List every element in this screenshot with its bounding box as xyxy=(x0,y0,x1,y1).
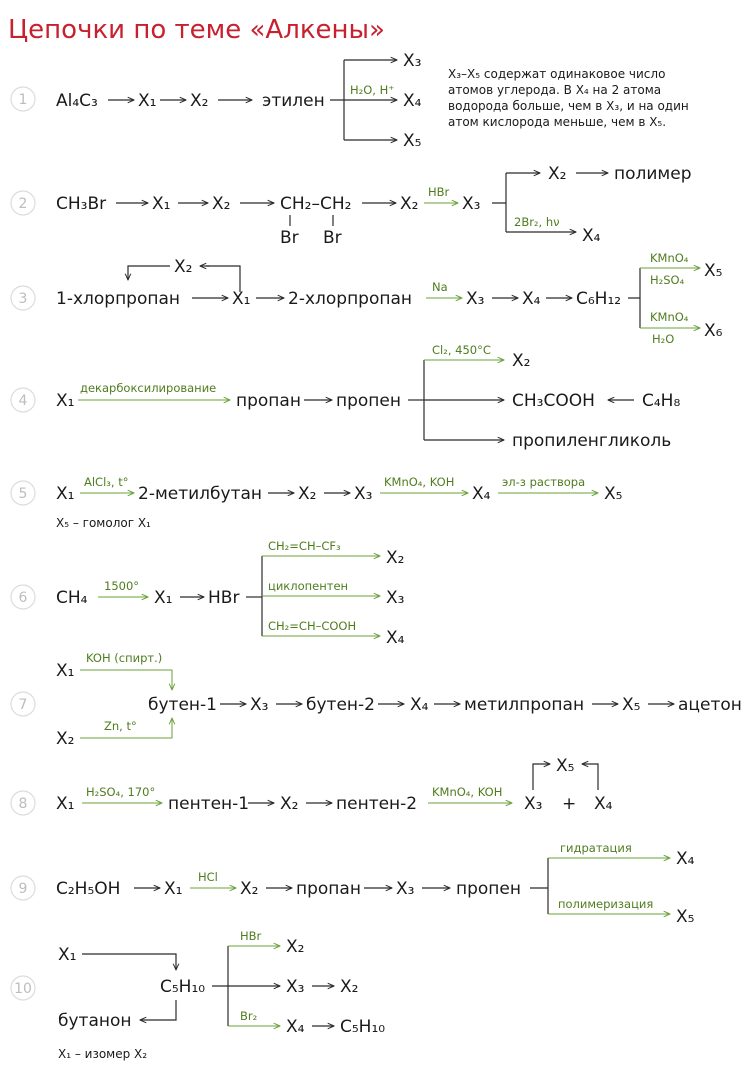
x1: X₁ xyxy=(56,794,75,814)
butene-2: бутен-2 xyxy=(306,695,375,715)
condition-br2: Br₂ xyxy=(240,1009,258,1023)
x4: X₄ xyxy=(594,794,613,814)
x3: X₃ xyxy=(466,289,485,309)
c6h12: C₆H₁₂ xyxy=(576,289,622,309)
x2: X₂ xyxy=(512,351,531,371)
condition-zn: Zn, t° xyxy=(104,719,137,733)
chain-8 xyxy=(11,756,613,815)
bromine-1: Br xyxy=(280,228,299,248)
c4h8: C₄H₈ xyxy=(642,391,681,411)
c5h10: C₅H₁₀ xyxy=(160,977,206,997)
acetone: ацетон xyxy=(678,695,742,715)
x2: X₂ xyxy=(190,91,209,111)
reagent-cyclopentene: циклопентен xyxy=(268,579,349,593)
x3: X₃ xyxy=(386,588,405,608)
x2: X₂ xyxy=(286,937,305,957)
pentene-2: пентен-2 xyxy=(336,794,418,814)
propylene-glycol: пропиленгликоль xyxy=(512,431,672,451)
2-chloropropane: 2-хлорпропан xyxy=(288,289,413,309)
x4: X₄ xyxy=(472,484,491,504)
note-isomer: X₁ – изомер X₂ xyxy=(58,1047,148,1061)
x3: X₃ xyxy=(462,194,481,214)
x1: X₁ xyxy=(56,391,75,411)
x2: X₂ xyxy=(298,484,317,504)
ethylene: этилен xyxy=(262,91,325,111)
note-line-2: атомов углерода. В X₄ на 2 атома xyxy=(448,83,662,97)
ethanol: C₂H₅OH xyxy=(56,879,121,899)
condition-hbr: HBr xyxy=(428,185,450,199)
condition-polymerization: полимеризация xyxy=(558,897,654,911)
chain-9 xyxy=(11,841,695,927)
butanone: бутанон xyxy=(58,1011,132,1031)
hbr: HBr xyxy=(208,588,240,608)
x2: X₂ xyxy=(280,794,299,814)
x2: X₂ xyxy=(212,194,231,214)
x3: X₃ xyxy=(524,794,543,814)
x2: X₂ xyxy=(56,729,75,749)
note-homolog: X₅ – гомолог X₁ xyxy=(56,516,151,530)
condition-h2o: H₂O xyxy=(652,332,675,346)
page-title: Цепочки по теме «Алкены» xyxy=(8,15,385,45)
row-number: 5 xyxy=(18,486,28,502)
x4: X₄ xyxy=(676,849,695,869)
chain-7 xyxy=(11,651,742,749)
propene: пропен xyxy=(336,391,401,411)
x4: X₄ xyxy=(522,289,541,309)
row-number: 3 xyxy=(18,291,28,307)
acetic-acid: CH₃COOH xyxy=(512,391,595,411)
x5: X₅ xyxy=(676,907,695,927)
condition-na: Na xyxy=(432,280,448,294)
polymer: полимер xyxy=(614,164,692,184)
chain-4 xyxy=(11,343,680,451)
x3: X₃ xyxy=(250,695,269,715)
row-number: 10 xyxy=(14,981,32,997)
pentene-1: пентен-1 xyxy=(168,794,250,814)
x5: X₅ xyxy=(622,695,641,715)
row-number: 9 xyxy=(18,881,28,897)
reagent-al4c3: Al₄C₃ xyxy=(56,91,98,111)
condition-hbr: HBr xyxy=(240,929,262,943)
x5: X₅ xyxy=(704,261,723,281)
row-number: 8 xyxy=(18,796,28,812)
propane: пропан xyxy=(296,879,361,899)
x4: X₄ xyxy=(286,1017,305,1037)
x5: X₅ xyxy=(604,484,623,504)
bromine-2: Br xyxy=(323,228,342,248)
condition-h2so4-170: H₂SO₄, 170° xyxy=(86,785,156,799)
condition-electrolysis: эл-з раствора xyxy=(502,475,586,489)
x2-second: X₂ xyxy=(400,194,419,214)
butene-1: бутен-1 xyxy=(148,695,217,715)
x1: X₁ xyxy=(232,289,251,309)
condition-1500: 1500° xyxy=(104,579,140,593)
reagent-trifluoropropene: CH₂=CH–CF₃ xyxy=(268,539,341,553)
propane: пропан xyxy=(236,391,301,411)
x1: X₁ xyxy=(152,194,171,214)
x4: X₄ xyxy=(403,91,422,111)
reagent-acrylic-acid: CH₂=CH–COOH xyxy=(268,619,357,633)
x5: X₅ xyxy=(556,756,575,776)
x3: X₃ xyxy=(403,51,422,71)
dibromoethane-chain: CH₂–CH₂ xyxy=(280,194,352,214)
chain-10 xyxy=(11,929,385,1061)
reagent-ch3br: CH₃Br xyxy=(56,194,107,214)
x3: X₃ xyxy=(286,977,305,997)
x1: X₁ xyxy=(56,484,75,504)
x2: X₂ xyxy=(174,257,193,277)
condition-decarboxylation: декарбоксилирование xyxy=(80,381,217,395)
condition-kmno4-koh: KMnO₄, KOH xyxy=(384,475,455,489)
note-line-1: X₃–X₅ содержат одинаковое число xyxy=(448,67,666,81)
x4: X₄ xyxy=(582,226,601,246)
methylpropane: метилпропан xyxy=(464,695,585,715)
row-number: 2 xyxy=(18,196,28,212)
chain-6 xyxy=(11,539,405,648)
condition-br2-light: 2Br₂, hν xyxy=(514,215,560,229)
x2-third: X₂ xyxy=(548,164,567,184)
x2: X₂ xyxy=(386,548,405,568)
condition-kmno4-water: KMnO₄ xyxy=(650,310,689,324)
c5h10-product: C₅H₁₀ xyxy=(340,1017,386,1037)
condition-kmno4-koh: KMnO₄, KOH xyxy=(432,785,503,799)
methane: CH₄ xyxy=(56,588,88,608)
x5: X₅ xyxy=(403,131,422,151)
note-line-4: атом кислорода меньше, чем в X₅. xyxy=(448,115,667,129)
row-number: 6 xyxy=(18,590,28,606)
chain-2 xyxy=(11,164,692,248)
condition-h2o: H₂O, H⁺ xyxy=(350,83,395,97)
x4: X₄ xyxy=(386,628,405,648)
condition-hcl: HCl xyxy=(198,870,218,884)
note-line-3: водорода больше, чем в X₃, и на один xyxy=(448,99,689,113)
1-chloropropane: 1-хлорпропан xyxy=(56,289,181,309)
condition-alcl3: AlCl₃, t° xyxy=(84,475,129,489)
propene: пропен xyxy=(456,879,521,899)
x1: X₁ xyxy=(138,91,157,111)
x1: X₁ xyxy=(154,588,173,608)
row-number: 1 xyxy=(18,92,28,108)
x2-second: X₂ xyxy=(340,977,359,997)
x6: X₆ xyxy=(704,321,723,341)
row-number: 7 xyxy=(18,697,28,713)
x4: X₄ xyxy=(410,695,429,715)
x2: X₂ xyxy=(240,879,259,899)
condition-h2so4: H₂SO₄ xyxy=(650,273,685,287)
x1: X₁ xyxy=(58,945,77,965)
plus-sign: + xyxy=(562,794,577,814)
condition-kmno4-acid: KMnO₄ xyxy=(650,251,689,265)
chain-3 xyxy=(11,251,723,346)
row-number: 4 xyxy=(18,393,28,409)
chain-1 xyxy=(11,51,689,151)
x1: X₁ xyxy=(164,879,183,899)
2-methylbutane: 2-метилбутан xyxy=(138,484,263,504)
x1: X₁ xyxy=(56,661,75,681)
chain-5 xyxy=(11,475,622,530)
x3: X₃ xyxy=(396,879,415,899)
condition-koh-alcoholic: KOH (спирт.) xyxy=(86,651,163,665)
condition-hydration: гидратация xyxy=(560,841,632,855)
x3: X₃ xyxy=(354,484,373,504)
condition-cl2: Cl₂, 450°C xyxy=(432,343,491,357)
